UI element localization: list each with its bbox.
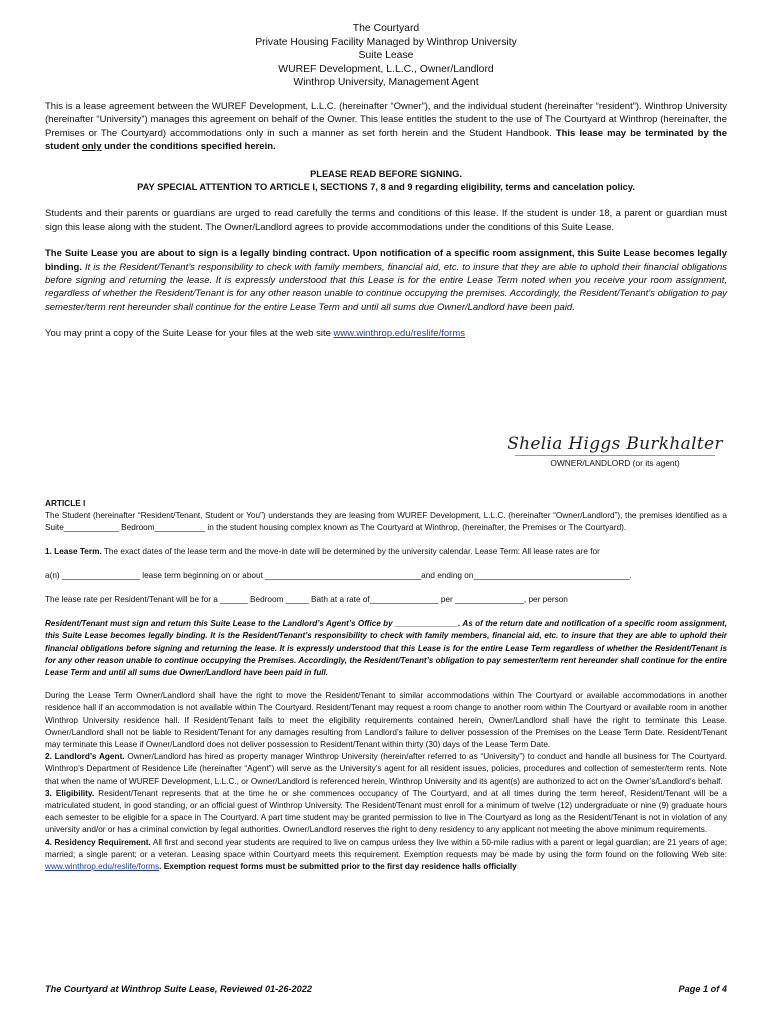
header-line: Winthrop University, Management Agent: [293, 77, 479, 89]
return-notice-paragraph: Resident/Tenant must sign and return this Suite Lease to the Landlord’s Agent’s Office by ______________. As of the return date and notification of a specific room assignment, this Suite Lease becomes legally binding. It is the Resident/Tenant’s responsibility to check with family members, financial aid, etc. to insure that they are able to uphold their financial obligations before signing and returning the lease. It is expressly understood that this Lease is for the entire Lease Term regardless of whether the Resident/Tenant is for any other reason unable to continue occupying the Premises. Accordingly, the Resident/Tenant’s obligation to pay semester/term rent hereunder shall continue for the entire Lease Term and until all sums due Owner/Landlord have been paid in full.: [45, 619, 727, 678]
section-4-paragraph: [45, 837, 727, 874]
section-3-text: Resident/Tenant represents that at the time he or she commences occupancy of The Courtyard, and at all times during the term hereof, Resident/Tenant will be a matriculated student, in good standing, or an official guest of Winthrop University. The Resident/Tenant must enroll for a minimum of twelve (12) undergraduate or nine (9) graduate hours each semester to be eligible for a space in The Courtyard. A part time student may be granted permission to live in The Courtyard as long as the Resident/Tenant is not in violation of any university and/or or has a criminal conviction by legal authorities. Owner/Landlord reserves the right to deny residency to any applicant not meeting the above minimum requirements.: [45, 788, 727, 835]
binding-paragraph: [45, 247, 727, 314]
article-section: [45, 498, 727, 873]
page-number: Page 1 of 4: [678, 984, 727, 994]
section-2-label: 2. Landlord’s Agent.: [45, 752, 125, 762]
intro-text: This is a lease agreement between the WUREF Development, L.L.C. (hereinafter “Owner”), and the individual student (hereinafter “resident”). Winthrop University (hereinafter “University”) manages this agreement on behalf of the Owner. This lease entitles the student to the use of The Courtyard at Winthrop (hereinafter, the Premises or The Courtyard) accommodations only in such a manner as set forth herein and the Student Handbook.: [45, 100, 727, 139]
header-line: Suite Lease: [358, 50, 414, 62]
section-3-label: 3. Eligibility.: [45, 788, 95, 798]
article-heading: ARTICLE I: [45, 499, 86, 508]
section-2-text: Owner/Landlord has hired as property manager Winthrop University (herein/after referred to as “University”) to conduct and handle all business for The Courtyard. Winthrop’s Department of Residence Life (hereinafter “Agent”) will serve as the University’s agent for all resident issues, policies, procedures and collection of semester/term rents. Note that when the name of WUREF Development, L.L.C., or Owner/Landlord is referenced herein, Winthrop University and its agent(s) are authorized to act on the Owner’s/Landlord’s behalf.: [45, 752, 728, 786]
notice-line: PLEASE READ BEFORE SIGNING.: [310, 168, 462, 179]
lease-term-text: The exact dates of the lease term and the move-in date will be determined by the university calendar. Lease Term: All lease rates are for: [101, 546, 600, 556]
section-4-bold-tail: . Exemption request forms must be submitted prior to the first day residence halls officially: [159, 862, 517, 872]
intro-bold-only: only: [81, 141, 102, 153]
lease-term-label: 1. Lease Term.: [45, 546, 102, 556]
article-text: The Student (hereinafter “Resident/Tenant, Student or You”) understands they are leasing from WUREF Development, L.L.C. (hereinafter “Owner/Landlord”), the premises identified as a Suite____________ Bedroom___________ in the student housing complex known as The Courtyard at Winthrop, (hereinafter, the Premises or The Courtyard).: [45, 511, 727, 533]
header-line: Private Housing Facility Managed by Winthrop University: [255, 36, 517, 48]
section-3-paragraph: [45, 788, 727, 837]
binding-italic: It is the Resident/Tenant’s responsibility to check with family members, financial aid, etc. to insure that they are able to uphold their financial obligations before signing and returning the lease. It is expressly understood that this Lease is for the entire Lease Term noted when you receive your room assignment, regardless of whether the Resident/Tenant is for any other reason unable to continue occupying the premises. Accordingly, the Resident/Tenant’s obligation to pay semester/term rent hereunder shall continue for the entire Lease Term and until all sums due Owner/Landlord have been paid.: [45, 261, 727, 313]
notice-block: [45, 168, 727, 195]
print-copy-paragraph: [45, 327, 727, 340]
signature-caption: OWNER/LANDLORD (or its agent): [550, 458, 680, 468]
signature-block: [503, 434, 727, 468]
intro-bold: under the conditions specified herein.: [101, 141, 276, 153]
page-footer: [45, 984, 727, 994]
intro-paragraph: [45, 100, 727, 154]
lease-rate-line: The lease rate per Resident/Tenant will be for a ______ Bedroom _____ Bath at a rate of_______________ per _______________, per person: [45, 595, 568, 605]
notice-line: PAY SPECIAL ATTENTION TO ARTICLE I, SECTIONS 7, 8 and 9 regarding eligibility, terms and cancelation policy.: [137, 182, 635, 192]
document-page: [45, 22, 728, 872]
document-header: [45, 22, 727, 90]
parents-paragraph: Students and their parents or guardians are urged to read carefully the terms and conditions of this lease. If the student is under 18, a parent or guardian must sign this lease along with the student. The Owner/Landlord agrees to provide accommodations under the conditions of this Suite Lease.: [45, 208, 727, 233]
section-4-forms-link[interactable]: www.winthrop.edu/reslife/forms: [45, 862, 160, 872]
reslife-forms-link[interactable]: www.winthrop.edu/reslife/forms: [333, 328, 465, 340]
lease-term-line: a(n) _________________ lease term beginning on or about __________________________________and ending on__________________________________.: [45, 570, 632, 580]
move-paragraph: During the Lease Term Owner/Landlord shall have the right to move the Resident/Tenant to similar accommodations within The Courtyard or available accommodations in another residence hall if an accommodation is not available within The Courtyard. Resident/Tenant may request a room change to another room within The Courtyard or available room in another Winthrop University residence hall. If Resident/Tenant fails to meet the eligibility requirements contained herein, Owner/Landlord shall have the right to terminate this Lease. Owner/Landlord shall not be liable to Resident/Tenant for any damages resulting from Landlord’s failure to deliver possession of the Premises on the Lease Term Date. Resident/Tenant may terminate this Lease if Owner/Landlord does not deliver possession to Resident/Tenant within thirty (30) days of the Lease Term Date.: [45, 691, 727, 750]
intro-bold: This lease may be terminated by the student: [45, 127, 727, 153]
footer-title: The Courtyard at Winthrop Suite Lease, Reviewed 01-26-2022: [45, 984, 312, 994]
section-4-text: All first and second year students are required to live on campus unless they live within a 50-mile radius with a parent or legal guardian; are 21 years of age; married; a single parent; or a veteran. Leasing space within Courtyard meets this requirement. Exemption requests may be made by using the form found on the following Web site:: [45, 837, 727, 859]
lease-term-paragraph: [45, 546, 727, 558]
section-2-paragraph: [45, 751, 727, 788]
print-copy-text: You may print a copy of the Suite Lease for your files at the web site: [45, 328, 334, 340]
signature-image: Shelia Higgs Burkhalter: [507, 434, 723, 454]
header-line: WUREF Development, L.L.C., Owner/Landlord: [278, 63, 494, 75]
binding-bold: The Suite Lease you are about to sign is a legally binding contract. Upon notification of a specific room assignment, this Suite Lease becomes legally binding.: [45, 248, 727, 273]
section-4-label: 4. Residency Requirement.: [45, 837, 151, 847]
header-line: The Courtyard: [352, 23, 420, 34]
